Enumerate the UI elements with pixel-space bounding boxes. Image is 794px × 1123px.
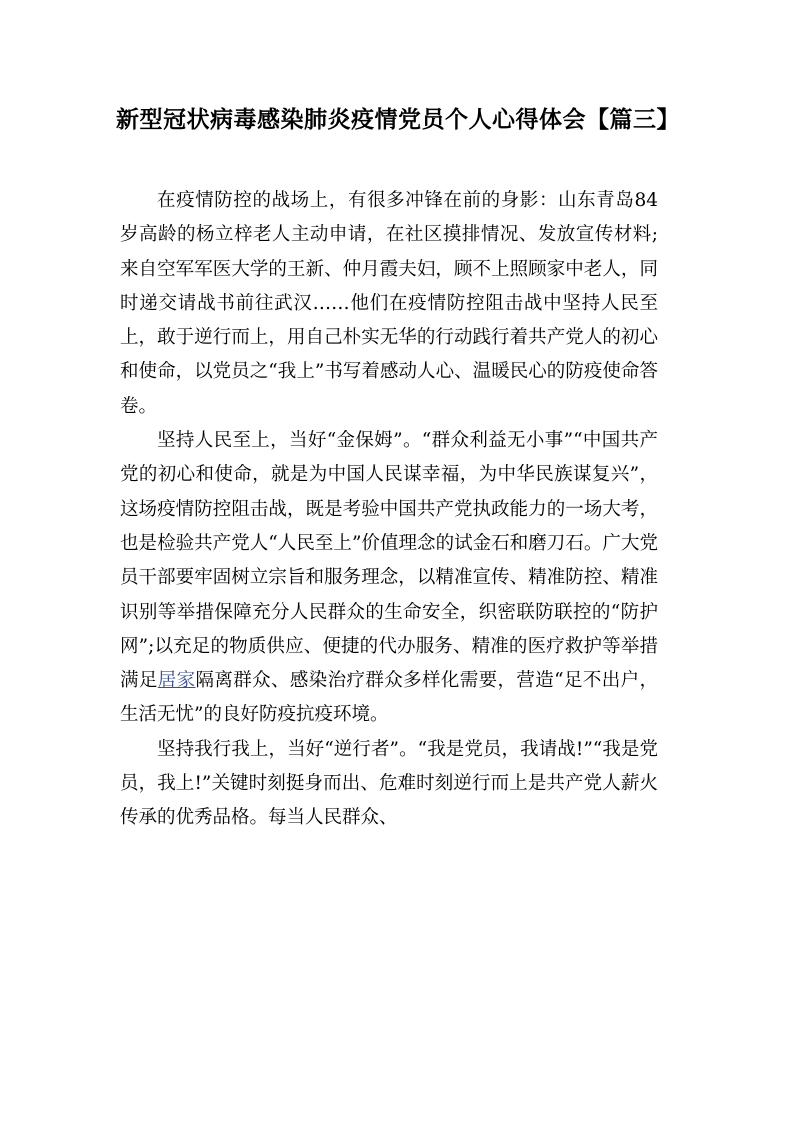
home-isolation-link[interactable]: 居家: [157, 670, 196, 692]
paragraph-text-segment: 坚持人民至上，当好“金保姆”。“群众利益无小事”“中国共产党的初心和使命，就是为中国人民谋幸福，为中华民族谋复兴”，这场疫情防控阻击战，既是考验中国共产党执政能力的一场大考，也是检验共产党人“人民至上”价值理念的试金石和磨刀石。广大党员干部要牢固树立宗旨和服务理念，以精准宣传、精准防控、精准识别等举措保障充分人民群众的生命安全，织密联防联控的“防护网”;以充足的物质供应、便捷的代办服务、精准的医疗救护等举措满足: [120, 430, 658, 692]
document-title: 新型冠状病毒感染肺炎疫情党员个人心得体会【篇三】: [116, 107, 680, 133]
paragraph-intro: 在疫情防控的战场上，有很多冲锋在前的身影：山东青岛84岁高龄的杨立梓老人主动申请，在社区摸排情况、发放宣传材料;来自空军军医大学的王新、仲月霞夫妇，顾不上照顾家中老人，同时递交请战书前往武汉……他们在疫情防控阻击战中坚持人民至上，敢于逆行而上，用自己朴实无华的行动践行着共产党人的初心和使命，以党员之“我上”书写着感动人心、温暖民心的防疫使命答卷。: [120, 190, 658, 417]
paragraph-retrograde: 坚持我行我上，当好“逆行者”。“我是党员，我请战!”“我是党员，我上!”关键时刻挺身而出、危难时刻逆行而上是共产党人薪火传承的优秀品格。每当人民群众、: [120, 738, 658, 829]
paragraph-people-first: [120, 424, 658, 733]
paragraph-text-segment: 隔离群众、感染治疗群众多样化需要，营造“足不出户，生活无忧”的良好防疫抗疫环境。: [120, 670, 658, 726]
document-body: [120, 184, 658, 836]
